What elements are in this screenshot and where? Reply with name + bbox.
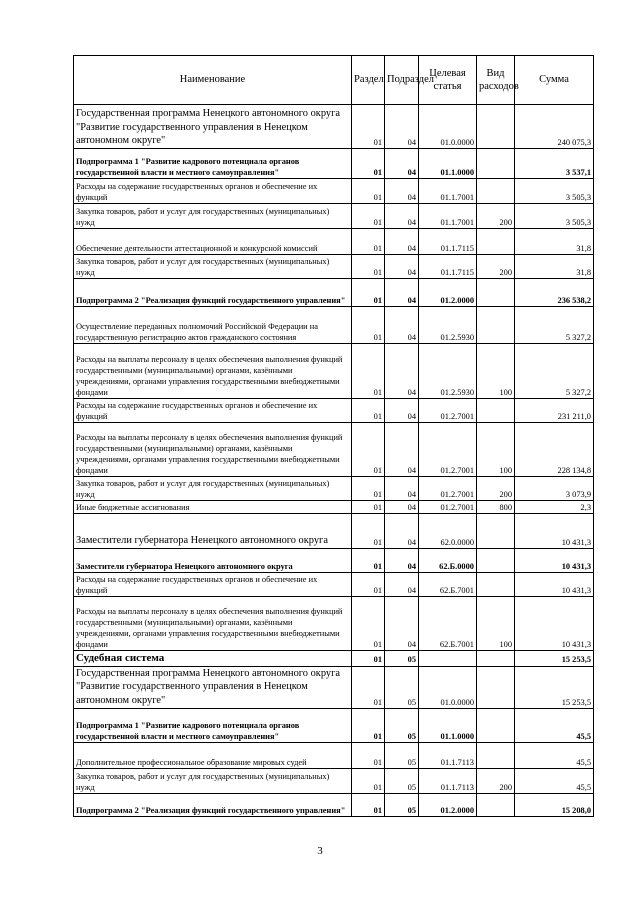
row-celevaya-statya: 01.2.5930 (419, 307, 477, 344)
row-podrazdel: 05 (385, 768, 419, 793)
row-vid-rashodov: 100 (477, 423, 515, 477)
table-header-row (74, 56, 594, 105)
row-razdel: 01 (352, 179, 385, 204)
row-celevaya-statya: 01.1.0000 (419, 708, 477, 742)
row-name: Иные бюджетные ассигнования (74, 501, 352, 514)
row-vid-rashodov (477, 179, 515, 204)
row-podrazdel: 04 (385, 514, 419, 549)
row-summa: 10 431,3 (515, 514, 594, 549)
row-podrazdel: 04 (385, 501, 419, 514)
row-vid-rashodov (477, 229, 515, 255)
row-podrazdel: 04 (385, 423, 419, 477)
row-vid-rashodov (477, 149, 515, 179)
row-razdel: 01 (352, 708, 385, 742)
row-podrazdel: 04 (385, 179, 419, 204)
row-razdel: 01 (352, 149, 385, 179)
table-row (74, 229, 594, 255)
table-body (74, 105, 594, 817)
row-podrazdel: 04 (385, 399, 419, 423)
row-summa: 31,8 (515, 229, 594, 255)
row-name: Подпрограмма 2 "Реализация функций государственного управления" (74, 279, 352, 307)
row-razdel: 01 (352, 229, 385, 255)
row-name: Заместители губернатора Ненецкого автономного округа (74, 549, 352, 573)
budget-table (73, 55, 594, 817)
table-row (74, 793, 594, 816)
row-celevaya-statya: 01.2.7001 (419, 501, 477, 514)
row-summa: 45,5 (515, 708, 594, 742)
page-number: 3 (317, 845, 323, 857)
header-summa: Сумма (515, 56, 594, 105)
row-summa: 3 505,3 (515, 204, 594, 229)
row-summa: 10 431,3 (515, 597, 594, 651)
row-name: Подпрограмма 1 "Развитие кадрового потенциала органов государственной власти и местного самоуправления" (74, 708, 352, 742)
row-summa: 228 134,8 (515, 423, 594, 477)
row-razdel: 01 (352, 573, 385, 597)
table-row (74, 742, 594, 768)
row-podrazdel: 04 (385, 229, 419, 255)
row-summa: 10 431,3 (515, 573, 594, 597)
row-celevaya-statya: 62.Б.7001 (419, 573, 477, 597)
row-summa: 5 327,2 (515, 307, 594, 344)
row-celevaya-statya: 62.Б.0000 (419, 549, 477, 573)
row-name: Обеспечение деятельности аттестационной и конкурсной комиссий (74, 229, 352, 255)
header-name: Наименование (74, 56, 352, 105)
row-name: Судебная система (74, 651, 352, 667)
table-row (74, 344, 594, 399)
table-row (74, 501, 594, 514)
row-podrazdel: 04 (385, 255, 419, 279)
row-razdel: 01 (352, 666, 385, 708)
row-name: Подпрограмма 2 "Реализация функций государственного управления" (74, 793, 352, 816)
row-podrazdel: 04 (385, 204, 419, 229)
row-celevaya-statya: 01.1.7001 (419, 179, 477, 204)
table-row (74, 149, 594, 179)
row-podrazdel: 05 (385, 708, 419, 742)
row-summa: 3 505,3 (515, 179, 594, 204)
row-celevaya-statya (419, 651, 477, 667)
row-podrazdel: 05 (385, 793, 419, 816)
row-summa: 240 075,3 (515, 105, 594, 149)
row-celevaya-statya: 01.2.7001 (419, 423, 477, 477)
row-podrazdel: 05 (385, 651, 419, 667)
header-podrazdel: Подраздел (385, 56, 419, 105)
row-vid-rashodov (477, 666, 515, 708)
row-vid-rashodov: 800 (477, 501, 515, 514)
row-celevaya-statya: 01.2.0000 (419, 793, 477, 816)
row-razdel: 01 (352, 307, 385, 344)
row-celevaya-statya: 62.0.0000 (419, 514, 477, 549)
header-celevaya-statya: Целевая статья (419, 56, 477, 105)
table-row (74, 549, 594, 573)
row-vid-rashodov (477, 651, 515, 667)
row-celevaya-statya: 01.2.7001 (419, 477, 477, 501)
row-razdel: 01 (352, 514, 385, 549)
table-row (74, 666, 594, 708)
row-vid-rashodov: 200 (477, 477, 515, 501)
row-vid-rashodov (477, 105, 515, 149)
row-celevaya-statya: 01.2.0000 (419, 279, 477, 307)
row-celevaya-statya: 01.1.7113 (419, 768, 477, 793)
row-razdel: 01 (352, 597, 385, 651)
row-name: Закупка товаров, работ и услуг для государственных (муниципальных) нужд (74, 768, 352, 793)
row-name: Государственная программа Ненецкого автономного округа "Развитие государственного управления в Ненецком автономном округе" (74, 666, 352, 708)
row-vid-rashodov (477, 793, 515, 816)
table-row (74, 279, 594, 307)
row-razdel: 01 (352, 768, 385, 793)
row-razdel: 01 (352, 399, 385, 423)
row-summa: 15 253,5 (515, 666, 594, 708)
table-row (74, 651, 594, 667)
row-celevaya-statya: 01.1.0000 (419, 149, 477, 179)
row-name: Расходы на содержание государственных органов и обеспечение их функций (74, 399, 352, 423)
row-razdel: 01 (352, 255, 385, 279)
row-razdel: 01 (352, 742, 385, 768)
row-name: Государственная программа Ненецкого автономного округа "Развитие государственного управления в Ненецком автономном округе" (74, 105, 352, 149)
row-name: Закупка товаров, работ и услуг для государственных (муниципальных) нужд (74, 477, 352, 501)
row-name: Расходы на выплаты персоналу в целях обеспечения выполнения функций государственными (муниципальными) органами, казёнными учреждениями, органами управления государственными внебюджетными фондами (74, 597, 352, 651)
row-summa: 5 327,2 (515, 344, 594, 399)
row-celevaya-statya: 01.1.7113 (419, 742, 477, 768)
row-summa: 3 537,1 (515, 149, 594, 179)
row-podrazdel: 05 (385, 742, 419, 768)
table-row (74, 768, 594, 793)
table-row (74, 597, 594, 651)
row-name: Осуществление переданных полномочий Российской Федерации на государственную регистрацию актов гражданского состояния (74, 307, 352, 344)
row-celevaya-statya: 01.1.7115 (419, 255, 477, 279)
row-vid-rashodov: 100 (477, 597, 515, 651)
row-razdel: 01 (352, 651, 385, 667)
row-razdel: 01 (352, 279, 385, 307)
row-podrazdel: 04 (385, 549, 419, 573)
row-razdel: 01 (352, 105, 385, 149)
row-razdel: 01 (352, 423, 385, 477)
row-celevaya-statya: 62.Б.7001 (419, 597, 477, 651)
row-summa: 231 211,0 (515, 399, 594, 423)
row-summa: 10 431,3 (515, 549, 594, 573)
row-summa: 45,5 (515, 768, 594, 793)
row-razdel: 01 (352, 793, 385, 816)
row-vid-rashodov (477, 573, 515, 597)
table-row (74, 399, 594, 423)
row-vid-rashodov (477, 307, 515, 344)
row-razdel: 01 (352, 204, 385, 229)
row-name: Дополнительное профессиональное образование мировых судей (74, 742, 352, 768)
row-name: Расходы на содержание государственных органов и обеспечение их функций (74, 179, 352, 204)
table-row (74, 105, 594, 149)
row-summa: 2,3 (515, 501, 594, 514)
row-name: Закупка товаров, работ и услуг для государственных (муниципальных) нужд (74, 204, 352, 229)
table-row (74, 573, 594, 597)
row-name: Заместители губернатора Ненецкого автономного округа (74, 514, 352, 549)
row-podrazdel: 04 (385, 344, 419, 399)
row-podrazdel: 04 (385, 477, 419, 501)
table-row (74, 255, 594, 279)
row-name: Расходы на выплаты персоналу в целях обеспечения выполнения функций государственными (муниципальными) органами, казёнными учреждениями, органами управления государственными внебюджетными фондами (74, 344, 352, 399)
row-razdel: 01 (352, 344, 385, 399)
table-row (74, 204, 594, 229)
row-podrazdel: 04 (385, 279, 419, 307)
table-row (74, 423, 594, 477)
row-summa: 15 253,5 (515, 651, 594, 667)
row-celevaya-statya: 01.1.7115 (419, 229, 477, 255)
row-celevaya-statya: 01.2.5930 (419, 344, 477, 399)
row-name: Подпрограмма 1 "Развитие кадрового потенциала органов государственной власти и местного самоуправления" (74, 149, 352, 179)
row-razdel: 01 (352, 549, 385, 573)
row-summa: 236 538,2 (515, 279, 594, 307)
row-summa: 3 073,9 (515, 477, 594, 501)
row-podrazdel: 04 (385, 573, 419, 597)
row-summa: 15 208,0 (515, 793, 594, 816)
row-vid-rashodov (477, 279, 515, 307)
row-vid-rashodov: 100 (477, 344, 515, 399)
row-vid-rashodov (477, 742, 515, 768)
table-row (74, 307, 594, 344)
header-razdel: Раздел (352, 56, 385, 105)
row-vid-rashodov: 200 (477, 255, 515, 279)
row-podrazdel: 04 (385, 597, 419, 651)
row-name: Закупка товаров, работ и услуг для государственных (муниципальных) нужд (74, 255, 352, 279)
row-celevaya-statya: 01.1.7001 (419, 204, 477, 229)
row-vid-rashodov (477, 514, 515, 549)
table-row (74, 477, 594, 501)
row-celevaya-statya: 01.2.7001 (419, 399, 477, 423)
row-vid-rashodov (477, 549, 515, 573)
row-vid-rashodov (477, 708, 515, 742)
row-razdel: 01 (352, 501, 385, 514)
row-vid-rashodov: 200 (477, 768, 515, 793)
row-vid-rashodov: 200 (477, 204, 515, 229)
row-name: Расходы на выплаты персоналу в целях обеспечения выполнения функций государственными (муниципальными) органами, казёнными учреждениями, органами управления государственными внебюджетными фондами (74, 423, 352, 477)
row-summa: 31,8 (515, 255, 594, 279)
row-celevaya-statya: 01.0.0000 (419, 105, 477, 149)
header-vid-rashodov: Вид расходов (477, 56, 515, 105)
table-row (74, 179, 594, 204)
row-summa: 45,5 (515, 742, 594, 768)
row-razdel: 01 (352, 477, 385, 501)
table-row (74, 708, 594, 742)
row-vid-rashodov (477, 399, 515, 423)
row-podrazdel: 04 (385, 149, 419, 179)
row-celevaya-statya: 01.0.0000 (419, 666, 477, 708)
row-podrazdel: 04 (385, 307, 419, 344)
row-podrazdel: 05 (385, 666, 419, 708)
table-row (74, 514, 594, 549)
row-name: Расходы на содержание государственных органов и обеспечение их функций (74, 573, 352, 597)
row-podrazdel: 04 (385, 105, 419, 149)
